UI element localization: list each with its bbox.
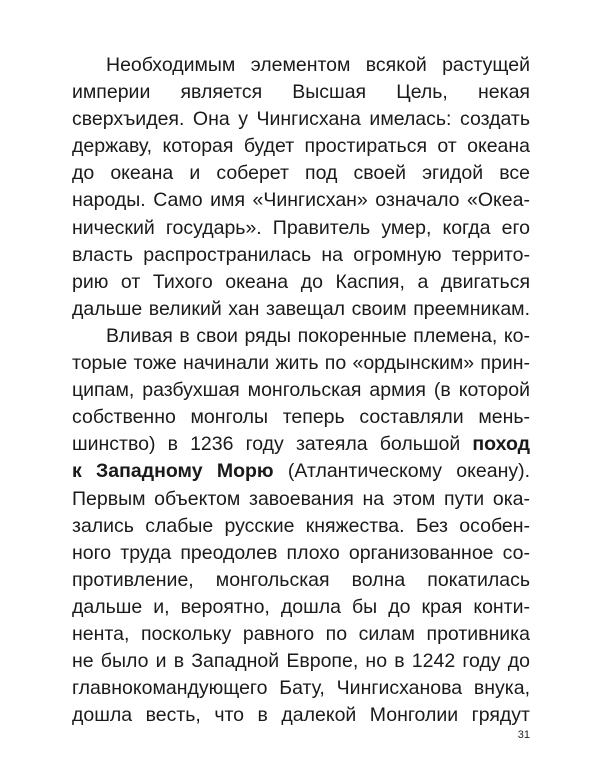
text-line: нента, поскольку равного по силам противника [72,622,530,645]
bold-term-part1: поход [472,433,530,456]
line-text-start: шинство) в 1236 году затеяла большой [72,433,473,456]
bold-term-part2: к Западному Морю [72,460,274,483]
text-line: дошла весть, что в далекой Монголии грядут [72,704,530,727]
text-line: ципам, разбухшая монгольская армия (в которой [72,379,530,402]
text-line: ного труда преодолев плохо организованное со- [72,541,530,564]
text-line: рию от Тихого океана до Каспия, а двигаться [72,270,530,293]
line-text-end: (Атлантическому океану). [273,460,530,483]
text-line-with-bold [72,431,530,458]
text-line: дальше и, вероятно, дошла бы до края конти- [72,595,530,618]
text-line: власть распространилась на огромную террито- [72,243,530,266]
text-line: не было и в Западной Европе, но в 1242 году до [72,650,530,673]
text-line: собственно монголы теперь составляли мень- [72,406,530,429]
text-line: нический государь». Правитель умер, когда его [72,216,530,239]
text-line: Необходимым элементом всякой растущей [106,54,530,76]
text-line: империи является Высшая Цель, некая [72,81,530,104]
page-number: 31 [517,729,530,741]
text-line: до океана и соберет под своей эгидой все [72,162,530,185]
text-line: торые тоже начинали жить по «ордынским» прин- [72,352,530,375]
text-line: главнокомандующего Бату, Чингисханова внука, [72,677,530,700]
text-line-with-bold [72,458,530,485]
text-line: сверхъидея. Она у Чингисхана имелась: создать [72,108,530,131]
body-text [72,52,530,729]
text-line: противление, монгольская волна покатилась [72,568,530,591]
text-line: державу, которая будет простираться от океана [72,135,530,158]
text-line: Первым объектом завоевания на этом пути ока- [72,487,530,510]
text-line: зались слабые русские княжества. Без особен- [72,514,530,537]
text-line: Вливая в свои ряды покоренные племена, ко- [106,324,530,347]
text-line: дальше великий хан завещал своим преемникам. [72,297,530,320]
text-line: народы. Само имя «Чингисхан» означало «Океа- [72,189,530,212]
